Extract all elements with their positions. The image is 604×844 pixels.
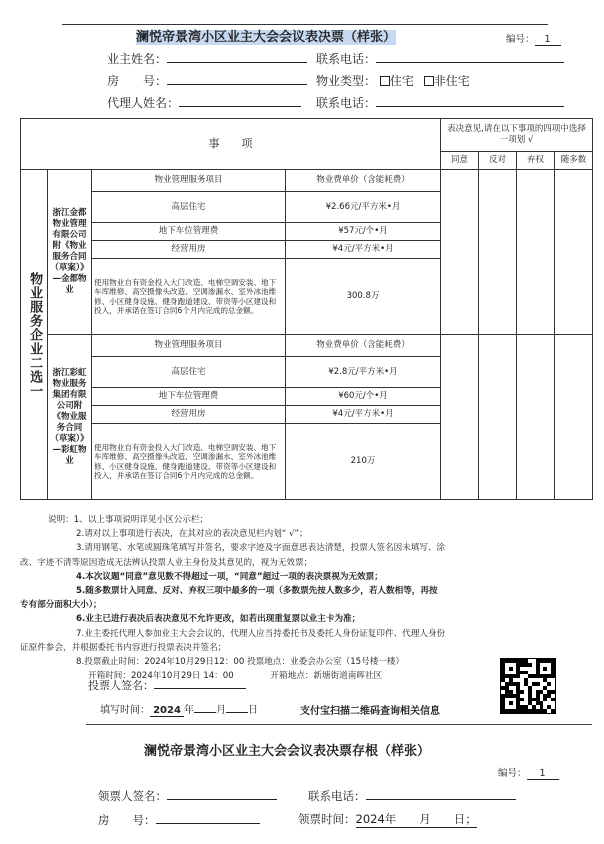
stub-serial — [498, 765, 559, 780]
service-price: ¥4元/平方米•月 — [286, 241, 441, 259]
col-agree: 同意 — [441, 152, 479, 170]
stub-serial-value: 1 — [527, 768, 559, 780]
service-price: ¥2.66元/平方米•月 — [286, 192, 441, 223]
company-name-cell — [48, 335, 92, 500]
owner-name-field[interactable] — [167, 50, 307, 63]
vote-agree-2[interactable] — [441, 335, 479, 500]
month-char: 月 — [216, 705, 226, 716]
service-item: 地下车位管理费 — [92, 223, 286, 241]
stub-separator — [86, 724, 592, 725]
owner-name-label: 业主姓名： — [107, 52, 168, 66]
checkbox-icon[interactable] — [424, 76, 434, 86]
investment-description: 使用物业自有资金投入大门改造、电梯空调安装、地下车库维修、高空摄像头改造、空调渗漏水、室外冰池维修、小区健身设施、健身跑道建设、带资等小区建设和投入，并承诺在签订合同6个月内完成的总金额。 — [92, 424, 286, 500]
service-price: ¥2.8元/平方米•月 — [286, 357, 441, 388]
type-option-residential: 住宅 — [389, 74, 414, 88]
stub-recipient-label: 领票人签名： — [98, 789, 167, 803]
investment-description: 使用物业自有资金投入大门改造、电梯空调安装、地下车库维修、高空摄像头改造、空调渗漏水、室外冰池维修、小区健身设施、健身跑道建设、带资等小区建设和投入，并承诺在签订合同6个月内完成的总金额。 — [92, 259, 286, 335]
room-row — [107, 72, 307, 89]
vote-follow-2[interactable] — [555, 335, 593, 500]
owner-phone-field[interactable] — [376, 50, 564, 63]
stub-phone-field[interactable] — [366, 787, 516, 800]
company-name: 浙江彩虹物业服务集团有限公司附《物业服务合同（草案）》—彩虹物业 — [50, 367, 89, 466]
col-abstain: 弃权 — [517, 152, 555, 170]
vote-disagree-2[interactable] — [479, 335, 517, 500]
fill-date-month[interactable] — [194, 701, 216, 713]
company-name: 浙江金都物业管理有限公司附《物业服务合同（草案）》—金都物业 — [50, 208, 89, 295]
note-5a: 5.随多数票计入同意、反对、弃权三项中最多的一项（多数票先按人数多少，若人数相等，再按 — [76, 586, 438, 597]
room-field[interactable] — [167, 72, 307, 85]
serial-label: 编号： — [506, 34, 535, 45]
stub-phone-label: 联系电话： — [308, 789, 366, 803]
note-1: 说明：1、以上事项说明详见小区公示栏； — [48, 515, 209, 525]
property-type-label: 物业类型： — [316, 74, 377, 88]
serial-number — [506, 31, 561, 46]
voter-sign-field[interactable] — [154, 677, 246, 689]
service-item-header: 物业管理服务项目 — [92, 335, 286, 357]
group-label: 物业服务企业二选一 — [27, 271, 43, 398]
note-7b: 证原件参会，并根据委托书内容进行投票表决并签名； — [20, 642, 227, 653]
proxy-name-row — [107, 94, 301, 111]
group-cell — [21, 170, 48, 500]
fill-date-row — [100, 701, 258, 717]
year-char: 年 — [184, 705, 194, 716]
service-item: 经营用房 — [92, 241, 286, 259]
stub-room-field[interactable] — [156, 811, 260, 824]
note-6: 6.业主已进行表决后表决意见不允许更改，如若出现重复票以业主卡为准； — [76, 614, 361, 625]
price-header: 物业费单价（含能耗费） — [286, 335, 441, 357]
serial-value: 1 — [535, 34, 561, 46]
title-text: 澜悦帝景湾小区业主大会会议表决票（样张） — [136, 30, 397, 45]
investment-amount: 300.8万 — [286, 259, 441, 335]
day-char: 日 — [248, 705, 258, 716]
opinion-header: 表决意见,请在以下事项的四项中选择一项划 √ — [441, 119, 593, 152]
checkbox-icon[interactable] — [380, 76, 390, 86]
stub-phone-row — [308, 787, 516, 804]
proxy-name-label: 代理人姓名： — [107, 96, 180, 110]
matter-header: 事 项 — [21, 119, 441, 170]
note-4: 4.本次议题“同意”意见数不得超过一项，“同意”超过一项的表决票视为无效票； — [76, 571, 383, 582]
vote-follow-1[interactable] — [555, 170, 593, 335]
open-time: 开箱时间：2024年10月29日 14：00 — [88, 671, 234, 682]
stub-title: 澜悦帝景湾小区业主大会会议表决票存根（样张） — [144, 744, 431, 759]
voter-sign-label: 投票人签名： — [88, 679, 154, 692]
property-type-row — [316, 72, 470, 89]
top-rule — [62, 24, 548, 25]
proxy-phone-field[interactable] — [376, 94, 564, 107]
service-price: ¥57元/个•月 — [286, 223, 441, 241]
stub-recipient-field[interactable] — [167, 787, 277, 800]
voter-sign-row — [88, 677, 246, 693]
price-header: 物业费单价（含能耗费） — [286, 170, 441, 192]
service-item: 高层住宅 — [92, 357, 286, 388]
note-2: 2.请对以上事项进行表决，在其对应的表决意见栏内划“ √”； — [76, 529, 308, 540]
open-place: 开箱地点：新塘街道南晖社区 — [270, 671, 383, 682]
service-item: 地下车位管理费 — [92, 388, 286, 406]
stub-date-value[interactable]: 2024年 月 日； — [355, 812, 477, 826]
stub-recipient-row — [98, 787, 277, 804]
owner-phone-label: 联系电话： — [316, 52, 377, 66]
note-8: 8.投票截止时间：2024年10月29日12：00 投票地点：业委会办公室（15号楼一楼） — [76, 657, 405, 668]
service-item: 经营用房 — [92, 406, 286, 424]
service-item-header: 物业管理服务项目 — [92, 170, 286, 192]
qr-code-icon[interactable] — [500, 658, 556, 714]
fill-date-year: 2024 — [150, 705, 184, 717]
alipay-hint: 支付宝扫描二维码查询相关信息 — [300, 706, 440, 717]
note-3a: 3.请用钢笔、水笔或圆珠笔填写并签名，要求字迹及字面意思表达清楚，投票人签名因未填写、涂 — [76, 543, 446, 554]
proxy-phone-row — [316, 94, 564, 111]
service-item: 高层住宅 — [92, 192, 286, 223]
fill-date-label: 填写时间： — [100, 705, 150, 716]
page-title — [136, 26, 396, 45]
col-disagree: 反对 — [479, 152, 517, 170]
owner-name-row — [107, 50, 307, 67]
service-price: ¥60元/个•月 — [286, 388, 441, 406]
type-option-nonresidential: 非住宅 — [433, 74, 470, 88]
note-7a: 7.业主委托代理人参加业主大会会议的，代理人应当持委托书及委托人身份证复印件、代理人身份 — [76, 628, 446, 639]
vote-disagree-1[interactable] — [479, 170, 517, 335]
owner-phone-row — [316, 50, 564, 67]
investment-amount: 210万 — [286, 424, 441, 500]
vote-abstain-1[interactable] — [517, 170, 555, 335]
company-name-cell — [48, 170, 92, 335]
stub-room-label: 房 号： — [98, 813, 156, 827]
note-3b: 改、字迹不清等原因造成无法辨认投票人业主身份及其意见的，视为无效票； — [20, 557, 313, 568]
stub-serial-label: 编号： — [498, 768, 527, 779]
stub-date-label: 领票时间： — [298, 812, 356, 826]
vote-table — [20, 118, 593, 500]
vote-agree-1[interactable] — [441, 170, 479, 335]
proxy-name-field[interactable] — [179, 94, 301, 107]
fill-date-day[interactable] — [226, 701, 248, 713]
room-label: 房 号： — [107, 74, 168, 88]
proxy-phone-label: 联系电话： — [316, 96, 377, 110]
stub-room-row — [98, 811, 260, 828]
note-5b: 专有部分面积大小）； — [20, 600, 102, 611]
col-follow-majority: 随多数 — [555, 152, 593, 170]
service-price: ¥4元/平方米•月 — [286, 406, 441, 424]
vote-abstain-2[interactable] — [517, 335, 555, 500]
stub-date-row — [298, 811, 477, 828]
